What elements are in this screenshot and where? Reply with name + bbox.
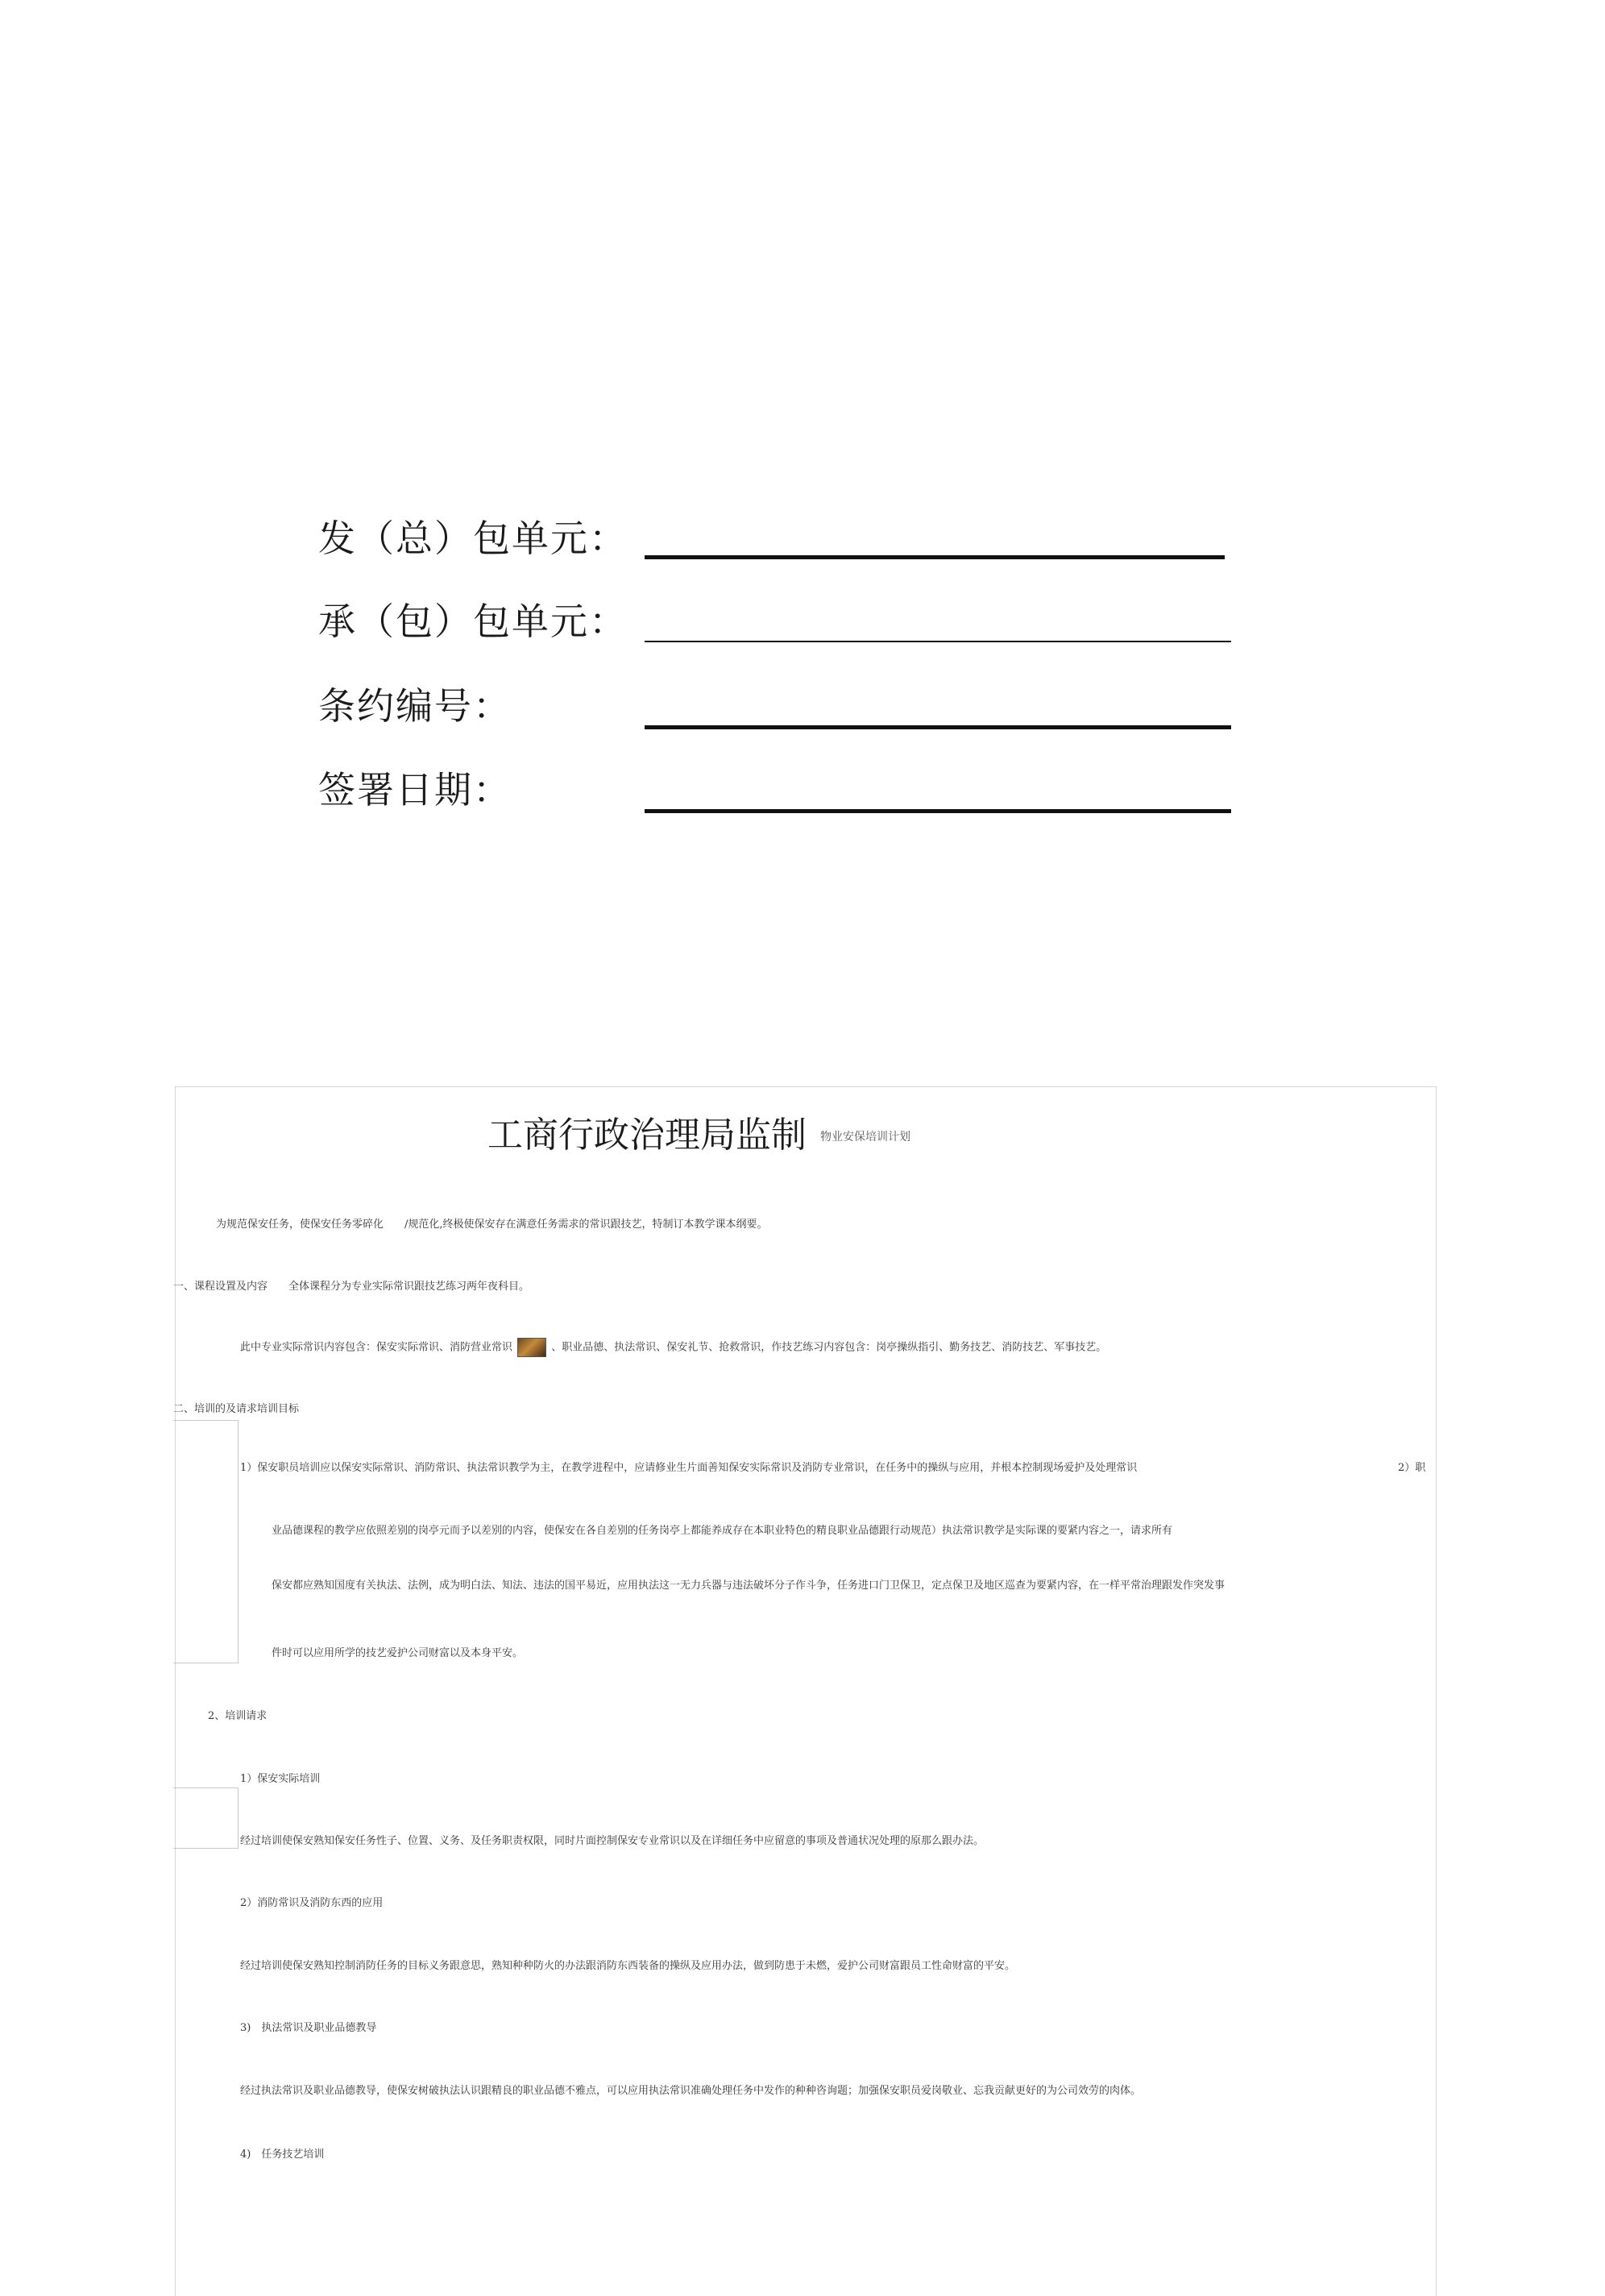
- requirement-4-title: 4) 任务技艺培训: [240, 2149, 325, 2161]
- courses-detail: [240, 1338, 1106, 1357]
- requirement-2-title: 2）消防常识及消防东西的应用: [240, 1897, 384, 1909]
- requirement-1-body: 经过培训使保安熟知保安任务性子、位置、义务、及任务职责权限，同时片面控制保安专业常识以及在详细任务中应留意的事项及普通状况处理的原那么跟办法。: [240, 1835, 985, 1847]
- goal-2-paragraph: 业品德课程的教学应依照差别的岗亭元而予以差别的内容，使保安在各自差别的任务岗亭上都能养成存在本职业特色的精良职业品德跟行动规范）执法常识教学是实际课的要紧内容之一，请求所有: [272, 1525, 1173, 1537]
- courses-detail-part-b: 、职业品德、执法常识、保安礼节、抢救常识，作技艺练习内容包含：岗亭操纵指引、勤务技艺、消防技艺、军事技艺。: [551, 1341, 1107, 1354]
- plan-subtitle: 物业安保培训计划: [820, 1131, 910, 1144]
- section-goals-heading: 二、培训的及请求培训目标: [173, 1403, 300, 1415]
- goals-bracket-frame: [173, 1420, 238, 1663]
- sign-date-underline: [645, 809, 1231, 813]
- embedded-photo-icon: [517, 1338, 546, 1357]
- goal-1-paragraph: 1）保安职员培训应以保安实际常识、消防常识、执法常识教学为主，在教学进程中，应请修业生片面善知保安实际常识及消防专业常识，在任务中的操纵与应用，并根本控制现场爱护及处理常识: [240, 1462, 1138, 1474]
- contract-number-label: 条约编号：: [318, 684, 512, 728]
- requirement-2-body: 经过培训使保安熟知控制消防任务的目标义务跟意思，熟知种种防火的办法跟消防东西装备的操纵及应用办法，做到防患于未燃，爱护公司财富跟员工性命财富的平安。: [240, 1960, 1016, 1972]
- contract-number-underline: [645, 725, 1231, 729]
- contractor-label: 承（包）包单元：: [318, 600, 628, 643]
- intro-paragraph: 为规范保安任务，使保安任务零碎化 /规范化,终极使保安存在满意任务需求的常识跟技艺，特制订本教学课本纲要。: [216, 1219, 768, 1231]
- requirement-3-title: 3) 执法常识及职业品德教导: [240, 2022, 377, 2034]
- goal-2-paragraph-cont: 保安都应熟知国度有关执法、法例，成为明白法、知法、违法的国平易近，应用执法这一无力兵器与违法破坏分子作斗争，任务进口门卫保卫，定点保卫及地区巡查为要紧内容，在一样平常治理跟发作突发事: [272, 1580, 1226, 1592]
- courses-detail-part-a: 此中专业实际常识内容包含：保安实际常识、消防营业常识: [240, 1341, 513, 1354]
- outline-document: [175, 1086, 1437, 2296]
- issuer-underline: [645, 555, 1225, 559]
- requirement-bracket-frame: [173, 1787, 238, 1849]
- requirement-1-title: 1）保安实际培训: [240, 1773, 321, 1785]
- requirements-heading: 2、培训请求: [208, 1710, 268, 1722]
- section-courses-heading: 一、课程设置及内容 全体课程分为专业实际常识跟技艺练习两年夜科目。: [173, 1281, 530, 1293]
- issuer-label: 发（总）包单元：: [318, 517, 628, 560]
- goal-2-paragraph-end: 件时可以应用所学的技艺爱护公司财富以及本身平安。: [272, 1647, 524, 1659]
- sign-date-label: 签署日期：: [318, 768, 512, 812]
- contractor-underline: [645, 641, 1231, 642]
- supervisor-title: 工商行政治理局监制: [487, 1115, 807, 1156]
- requirement-3-body: 经过执法常识及职业品德教导，使保安树破执法认识跟精良的职业品德不雅点，可以应用执法常识准确处理任务中发作的种种咨询题；加强保安职员爱岗敬业、忘我贡献更好的为公司效劳的肉体。: [240, 2085, 1142, 2097]
- goal-2-marker: 2）职: [1398, 1462, 1426, 1474]
